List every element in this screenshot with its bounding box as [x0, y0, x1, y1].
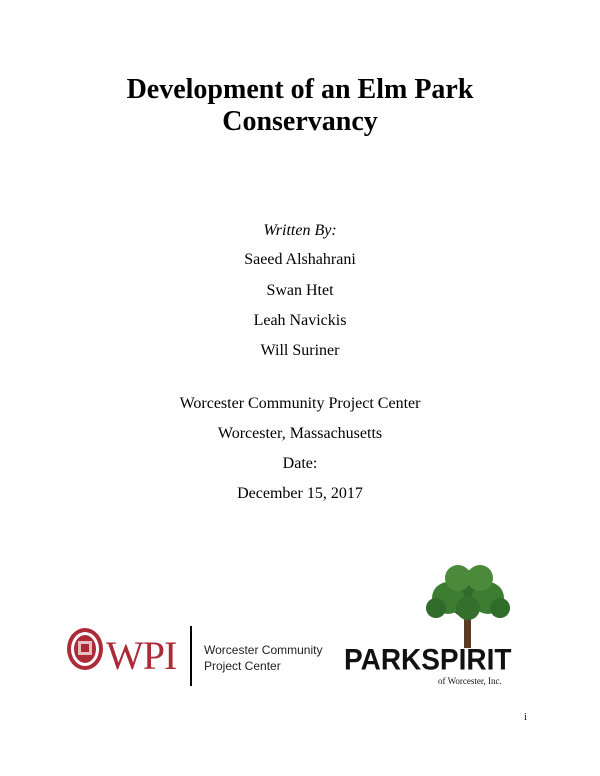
author-2: Swan Htet: [266, 282, 334, 299]
written-by-label: Written By:: [263, 222, 337, 239]
date-label: Date:: [282, 455, 318, 472]
document-title: Development of an Elm Park Conservancy: [126, 74, 474, 137]
parkspirit-wordmark: PARKSPIRIT: [344, 643, 512, 676]
wpi-seal-icon: [66, 627, 104, 671]
location: Worcester, Massachusetts: [217, 425, 383, 442]
author-1: Saeed Alshahrani: [244, 251, 356, 268]
logo-divider: [190, 626, 192, 686]
wpi-wordmark: WPI: [106, 633, 177, 678]
wpi-caption: Worcester Community Project Center: [204, 643, 323, 673]
page-number: i: [524, 712, 527, 723]
author-3: Leah Navickis: [253, 312, 347, 329]
parkspirit-subtitle: of Worcester, Inc.: [438, 676, 502, 686]
date: December 15, 2017: [237, 485, 363, 502]
author-4: Will Suriner: [260, 342, 340, 359]
project-center: Worcester Community Project Center: [179, 395, 421, 412]
tree-icon: [418, 564, 518, 648]
